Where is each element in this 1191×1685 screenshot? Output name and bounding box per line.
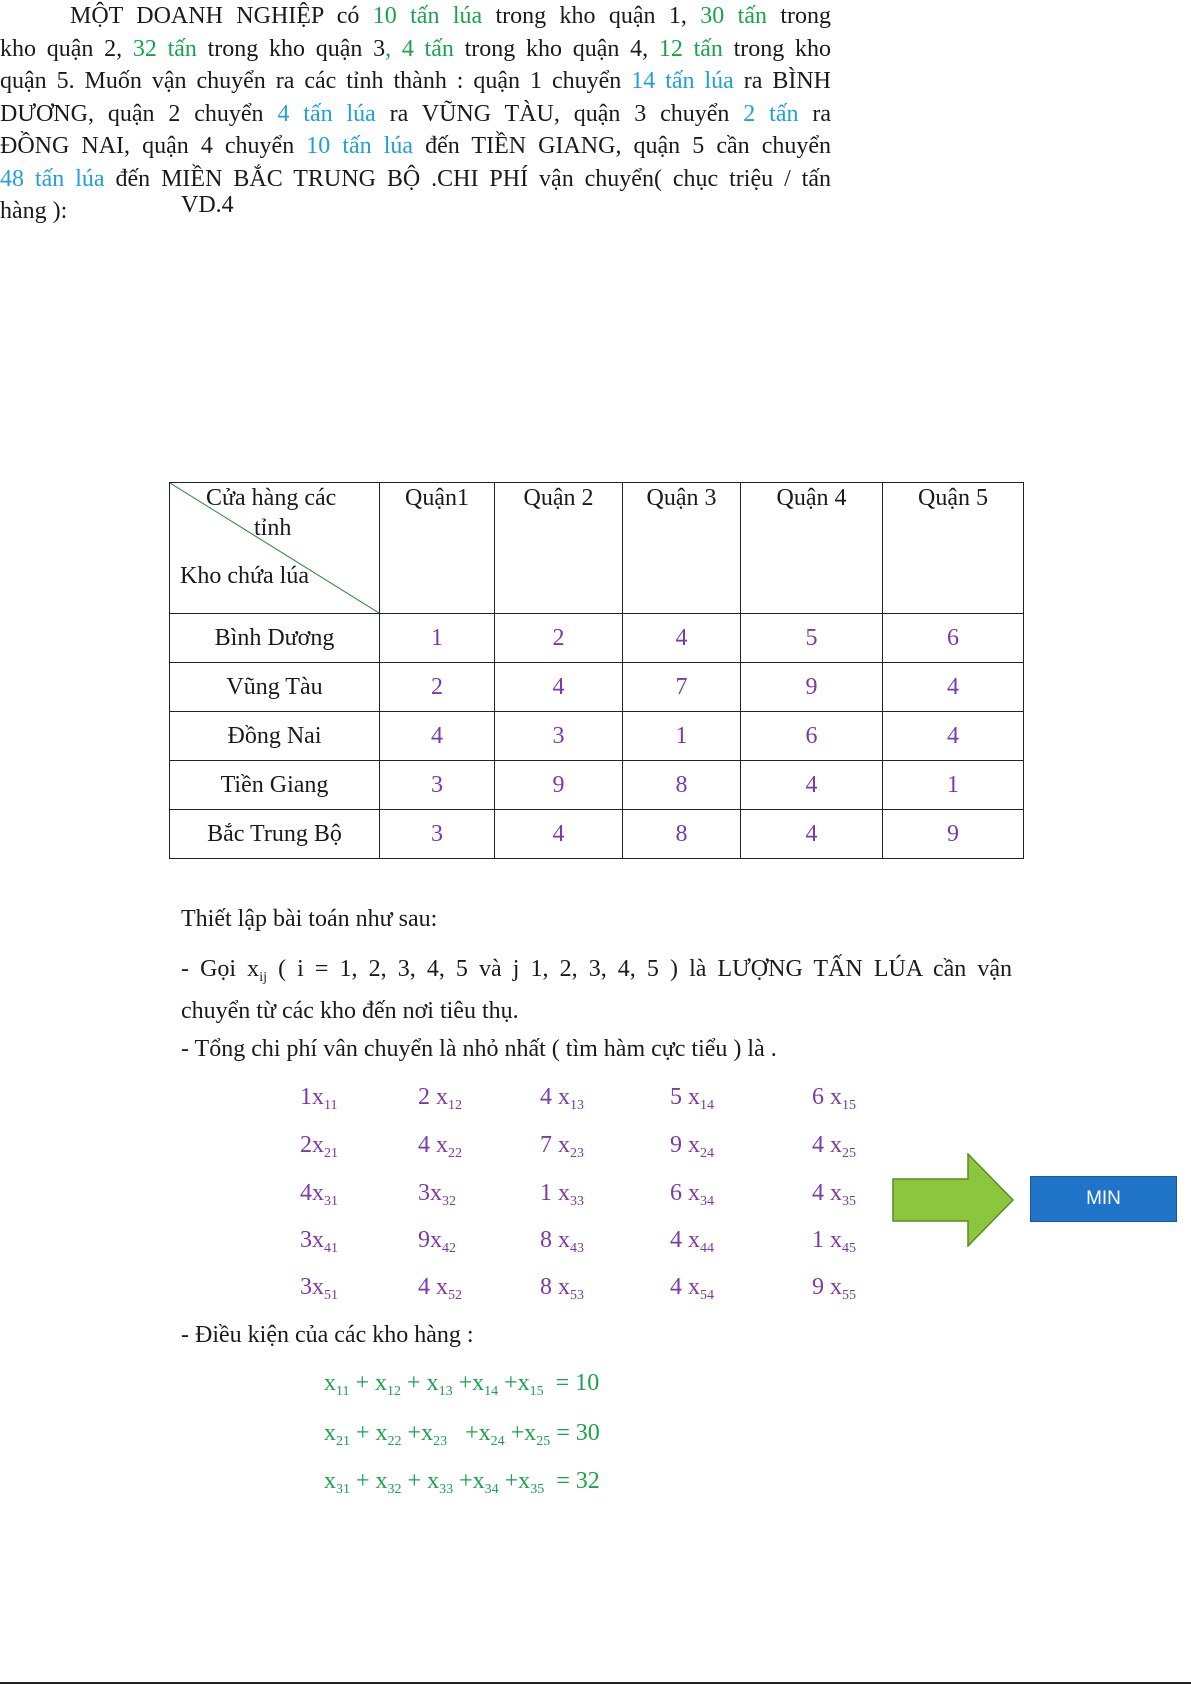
cost-cell: 2 — [380, 663, 495, 712]
cost-cell: 8 — [623, 761, 741, 810]
problem-statement — [0, 0, 831, 228]
statement-line-5: ĐỒNG NAI, quận 4 chuyển 10 tấn lúa đến TIỀN GIANG, quận 5 cần chuyển — [0, 133, 832, 159]
objective-term: 8 $x_{43}$ — [540, 1227, 584, 1256]
cost-cell: 4 — [741, 810, 883, 859]
column-header: Quận 2 — [495, 483, 623, 614]
cost-cell: 5 — [741, 614, 883, 663]
cost-cell: 6 — [883, 614, 1024, 663]
statement-line-1: MỘT DOANH NGHIỆP có 10 tấn lúa trong kho quận 1, 30 tấn trong — [70, 3, 832, 29]
objective-term: $4x_{31}$ — [300, 1180, 338, 1209]
objective-term: 4 $x_{22}$ — [418, 1132, 462, 1161]
row-label: Bắc Trung Bộ — [170, 810, 380, 859]
corner-label-bottom: Kho chứa lúa — [180, 563, 309, 589]
cost-cell: 4 — [495, 663, 623, 712]
footer-line — [0, 1682, 1191, 1684]
objective-term: 8 $x_{53}$ — [540, 1274, 584, 1303]
column-header: Quận1 — [380, 483, 495, 614]
cost-cell: 4 — [883, 663, 1024, 712]
table-row — [170, 810, 1024, 859]
example-title: VD.4 — [181, 192, 234, 218]
row-label: Đồng Nai — [170, 712, 380, 761]
objective-term: $2x_{21}$ — [300, 1132, 338, 1161]
objective-term: $3x_{32}$ — [418, 1180, 456, 1209]
cost-cell: 8 — [623, 810, 741, 859]
objective-term: 9 $x_{55}$ — [812, 1274, 856, 1303]
objective-term: 5 $x_{14}$ — [670, 1084, 714, 1113]
objective-term: 4 $x_{13}$ — [540, 1084, 584, 1113]
objective-term: 9 $x_{24}$ — [670, 1132, 714, 1161]
cost-table — [169, 482, 1024, 859]
variable-definition: - Gọi $x_{ij}$ ( i = 1, 2, 3, 4, 5 và j 1, 2, 3, 4, 5 ) là LƯỢNG TẤN LÚA cần vận chuyển từ các kho đến nơi tiêu thụ. — [181, 956, 1012, 1024]
corner-label-mid: tỉnh — [254, 515, 292, 541]
cost-cell: 3 — [495, 712, 623, 761]
column-header: Quận 3 — [623, 483, 741, 614]
objective-term: $1x_{11}$ — [300, 1084, 338, 1113]
conditions-heading: - Điều kiện của các kho hàng : — [181, 1322, 474, 1348]
objective-term: 7 $x_{23}$ — [540, 1132, 584, 1161]
constraint-equation: $x_{21} + x_{22} +x_{23} +x_{24} +x_{25} = 30$ — [324, 1420, 600, 1449]
cost-cell: 9 — [883, 810, 1024, 859]
table-row — [170, 712, 1024, 761]
cost-cell: 4 — [883, 712, 1024, 761]
cost-cell: 1 — [623, 712, 741, 761]
column-header: Quận 5 — [883, 483, 1024, 614]
cost-cell: 4 — [623, 614, 741, 663]
objective-term: 1 $x_{33}$ — [540, 1180, 584, 1209]
cost-cell: 2 — [495, 614, 623, 663]
objective-description: - Tổng chi phí vân chuyển là nhỏ nhất ( tìm hàm cực tiểu ) là . — [181, 1036, 777, 1062]
cost-cell: 1 — [380, 614, 495, 663]
min-box: MIN — [1030, 1176, 1177, 1222]
objective-term: 4 $x_{44}$ — [670, 1227, 714, 1256]
right-arrow-icon — [892, 1153, 1014, 1247]
statement-line-6: 48 tấn lúa đến MIỀN BẮC TRUNG BỘ .CHI PHÍ vận chuyển( chục triệu / tấn — [0, 165, 832, 192]
statement-line-3: quận 5. Muốn vận chuyển ra các tỉnh thành : quận 1 chuyển 14 tấn lúa ra BÌNH — [0, 68, 831, 94]
objective-term: 1 $x_{45}$ — [812, 1227, 856, 1256]
objective-term: $3x_{41}$ — [300, 1227, 338, 1256]
constraint-equation: $x_{31} + x_{32} + x_{33} +x_{34} +x_{35} = 32$ — [324, 1468, 600, 1497]
column-header: Quận 4 — [741, 483, 883, 614]
objective-term: 4 $x_{25}$ — [812, 1132, 856, 1161]
corner-label-top: Cửa hàng các — [206, 485, 337, 511]
table-header-row — [170, 483, 1024, 614]
objective-term: $3x_{51}$ — [300, 1274, 338, 1303]
cost-cell: 9 — [495, 761, 623, 810]
objective-term: 6 $x_{15}$ — [812, 1084, 856, 1113]
objective-term: 6 $x_{34}$ — [670, 1180, 714, 1209]
cost-cell: 4 — [495, 810, 623, 859]
cost-cell: 4 — [741, 761, 883, 810]
cost-cell: 6 — [741, 712, 883, 761]
row-label: Vũng Tàu — [170, 663, 380, 712]
table-row — [170, 614, 1024, 663]
cost-cell: 1 — [883, 761, 1024, 810]
constraint-equation: $x_{11} + x_{12} + x_{13} +x_{14} +x_{15} = 10$ — [324, 1370, 600, 1399]
corner-cell — [170, 483, 380, 614]
objective-term: 4 $x_{52}$ — [418, 1274, 462, 1303]
objective-term: 4 $x_{54}$ — [670, 1274, 714, 1303]
cost-cell: 3 — [380, 810, 495, 859]
cost-cell: 3 — [380, 761, 495, 810]
table-row — [170, 663, 1024, 712]
row-label: Tiền Giang — [170, 761, 380, 810]
cost-cell: 4 — [380, 712, 495, 761]
statement-line-4: DƯƠNG, quận 2 chuyển 4 tấn lúa ra VŨNG TÀU, quận 3 chuyển 2 tấn ra — [0, 100, 832, 127]
setup-heading: Thiết lập bài toán như sau: — [181, 906, 438, 932]
cost-cell: 9 — [741, 663, 883, 712]
table-row — [170, 761, 1024, 810]
statement-line-7: hàng ): — [0, 198, 68, 224]
objective-term: $9x_{42}$ — [418, 1227, 456, 1256]
cost-cell: 7 — [623, 663, 741, 712]
row-label: Bình Dương — [170, 614, 380, 663]
objective-term: 4 $x_{35}$ — [812, 1180, 856, 1209]
statement-line-2: kho quận 2, 32 tấn trong kho quận 3, 4 tấn trong kho quận 4, 12 tấn trong kho — [0, 35, 832, 62]
objective-term: 2 $x_{12}$ — [418, 1084, 462, 1113]
